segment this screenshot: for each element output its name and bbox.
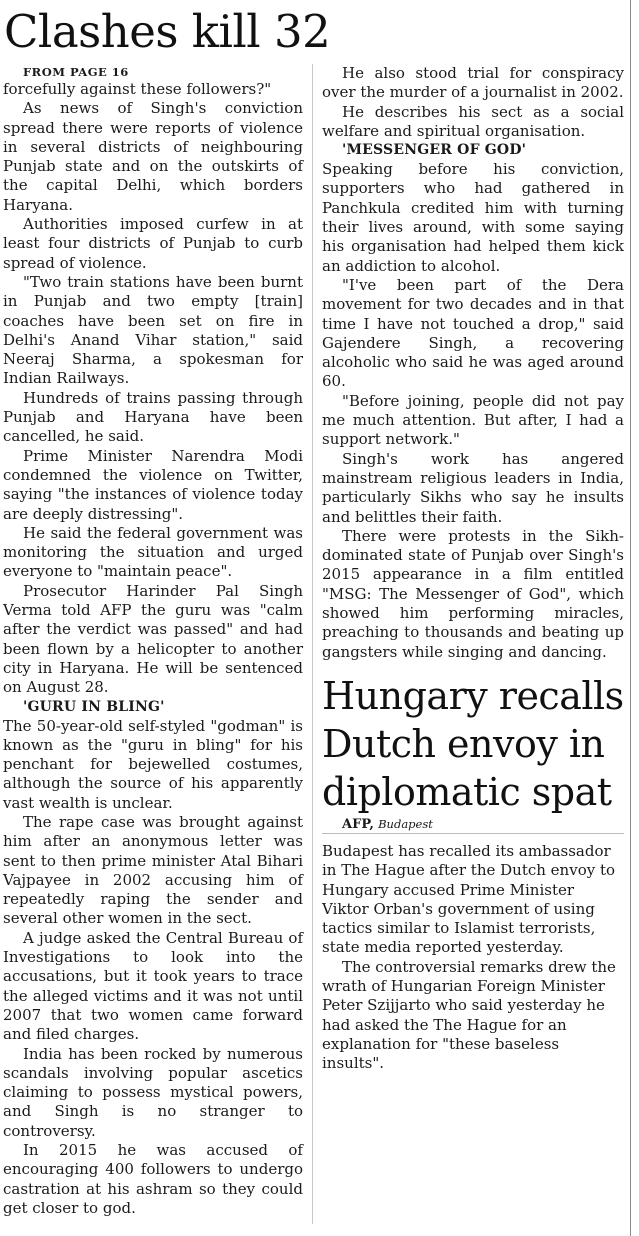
article-paragraph: Prime Minister Narendra Modi condemned the violence on Twitter, saying "the instances of violence today are deeply distressing". [3,446,303,523]
byline [322,816,624,833]
article-column-right [322,64,624,1073]
article-paragraph: He also stood trial for conspiracy over the murder of a journalist in 2002. [322,64,624,102]
byline-agency: AFP, [342,816,374,832]
article-paragraph: Singh's work has angered mainstream religious leaders in India, particularly Sikhs who say he insults and belittles their faith. [322,449,624,526]
article-paragraph: A judge asked the Central Bureau of Investigations to look into the accusations, but it took years to trace the alleged victims and it was not until 2007 that two women came forward and filed charges. [3,928,303,1044]
article-paragraph: "Before joining, people did not pay me much attention. But after, I had a support network." [322,391,624,449]
article-paragraph: In 2015 he was accused of encouraging 400 followers to undergo castration at his ashram so they could get closer to god. [3,1141,303,1217]
article-paragraph: "Two train stations have been burnt in Punjab and two empty [train] coaches have been set on fire in Delhi's Anand Vihar station," said Neeraj Sharma, a spokesman for Indian Railways. [3,272,303,388]
continuation-label: FROM PAGE 16 [23,65,129,79]
article-paragraph: The rape case was brought against him after an anonymous letter was sent to then prime minister Atal Bihari Vajpayee in 2002 accusing him of repeatedly raping the sender and several other women in the sect. [3,812,303,928]
article-paragraph: Hundreds of trains passing through Punjab and Haryana have been cancelled, he said. [3,388,303,446]
byline-dateline: Budapest [378,816,433,831]
article-paragraph: The controversial remarks drew the wrath of Hungarian Foreign Minister Peter Szijjarto who said yesterday he had asked the The Hague for an explanation for "these baseless insults". [322,957,616,1073]
column-divider [312,64,313,1224]
main-headline: Clashes kill 32 [4,5,331,58]
article-paragraph: Prosecutor Harinder Pal Singh Verma told AFP the guru was "calm after the verdict was passed" and had been flown by a helicopter to another city in Haryana. He will be sentenced on August 28. [3,581,303,697]
article-paragraph: He said the federal government was monitoring the situation and urged everyone to "maintain peace". [3,523,303,581]
article-paragraph: There were protests in the Sikh-dominated state of Punjab over Singh's 2015 appearance in a film entitled "MSG: The Messenger of God", which showed him performing miracles, preaching to thousands and beating up gangsters while singing and dancing. [322,526,624,661]
article-column-left [3,64,303,1218]
article-paragraph: "I've been part of the Dera movement for two decades and in that time I have not touched a drop," said Gajendere Singh, a recovering alcoholic who said he was aged around 60. [322,275,624,391]
article-paragraph: He describes his sect as a social welfare and spiritual organisation. [322,102,624,140]
second-story-body [322,833,624,1074]
article-paragraph: As news of Singh's conviction spread there were reports of violence in several districts of neighbouring Punjab state and on the outskirts of the capital Delhi, which borders Haryana. [3,99,303,214]
subheading-guru-in-bling: 'GURU IN BLING' [23,698,165,715]
article-paragraph: India has been rocked by numerous scandals involving popular ascetics claiming to possess mystical powers, and Singh is no stranger to controversy. [3,1044,303,1140]
article-paragraph: Authorities imposed curfew in at least four districts of Punjab to curb spread of violence. [3,215,303,272]
subheading-messenger-of-god: 'MESSENGER OF GOD' [342,142,527,159]
article-paragraph: Budapest has recalled its ambassador in The Hague after the Dutch envoy to Hungary accused Prime Minister Viktor Orban's government of using tactics similar to Islamist terrorists, state media reported yesterday. [322,841,616,957]
article-paragraph: forcefully against these followers?" [3,80,272,98]
second-story-headline: Hungary recalls Dutch envoy in diplomatic spat [322,673,624,814]
article-paragraph: The 50-year-old self-styled "godman" is known as the "guru in bling" for his penchant for bejewelled costumes, although the source of his apparently vast wealth is unclear. [3,716,303,812]
article-paragraph: Speaking before his conviction, supporters who had gathered in Panchkula credited him with turning their lives around, with some saying his organisation had helped them kick an addiction to alcohol. [322,160,624,275]
page-edge-rule [630,0,631,1236]
